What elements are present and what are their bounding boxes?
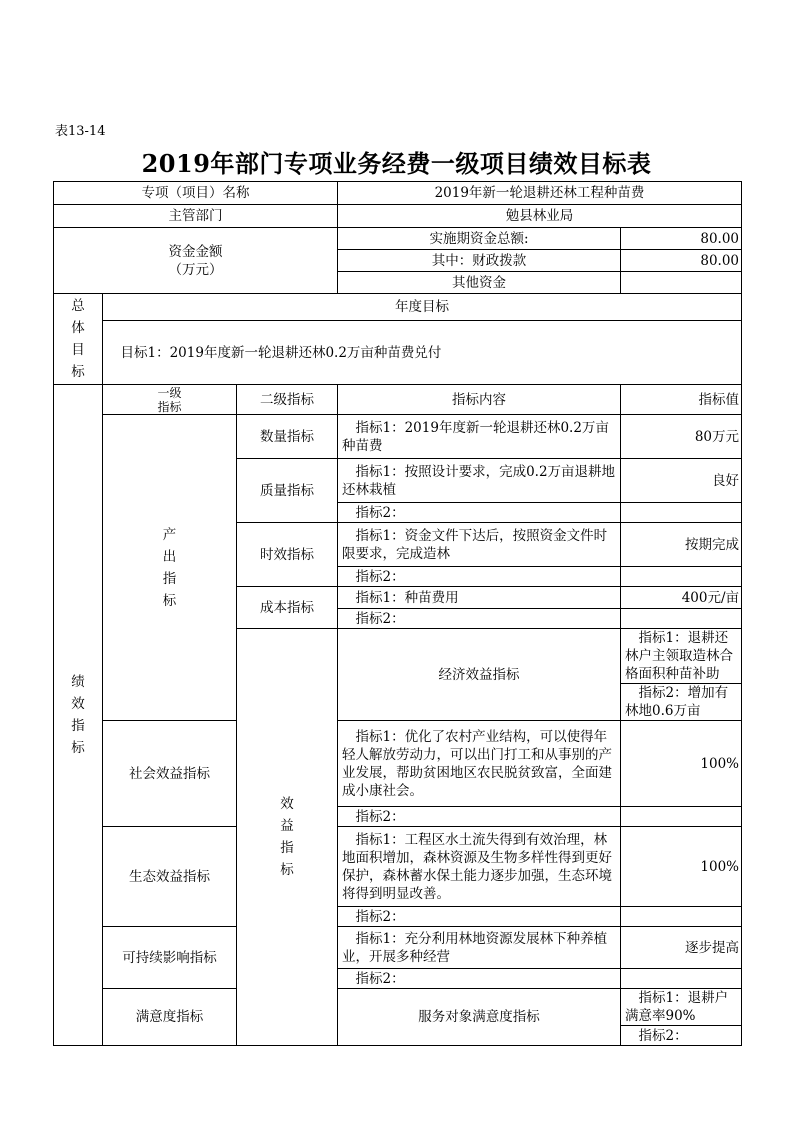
- project-name-value: 2019年新一轮退耕还林工程种苗费: [338, 182, 742, 205]
- quality-indicator-1: 指标1：按照设计要求，完成0.2万亩退耕地还林栽植: [338, 459, 621, 503]
- benefit-indicator-label: [237, 629, 338, 1046]
- project-name-label: 专项（项目）名称: [54, 182, 338, 205]
- page-title: 2019年部门专项业务经费一级项目绩效目标表: [141, 149, 652, 178]
- table-number: 表13-14: [55, 124, 106, 139]
- benefit-char: 益: [280, 818, 294, 834]
- social-value-1: 100%: [621, 721, 742, 807]
- output-char: 标: [162, 592, 177, 609]
- econ-indicator-1: 指标1：退耕还林户主领取造林合格面积种苗补助: [621, 629, 742, 684]
- satisfaction-label: 满意度指标: [103, 989, 237, 1046]
- perf-char: 标: [71, 740, 85, 756]
- eco-value-2: [621, 907, 742, 927]
- social-indicator-2: 指标2：: [338, 807, 621, 827]
- eco-label: 生态效益指标: [103, 827, 237, 927]
- perf-char: 指: [71, 718, 85, 734]
- cost-value-2: [621, 609, 742, 629]
- sustain-indicator-2: 指标2：: [338, 969, 621, 989]
- output-char: 出: [162, 548, 177, 565]
- fund-label-line2: （万元）: [168, 261, 223, 278]
- fund-total-value: 80.00: [621, 228, 742, 250]
- overall-char: 总: [71, 298, 85, 314]
- service-indicator-1: 指标1：退耕户满意率90%: [621, 989, 742, 1026]
- perf-label: [54, 385, 103, 1046]
- quantity-label: 数量指标: [237, 415, 338, 459]
- fund-other-label: 其他资金: [338, 272, 621, 294]
- overall-char: 目: [71, 342, 85, 358]
- cost-label: 成本指标: [237, 587, 338, 629]
- fund-total-label: 实施期资金总额:: [338, 228, 621, 250]
- annual-goal-text: 目标1：2019年度新一轮退耕还林0.2万亩种苗费兑付: [103, 321, 742, 385]
- col-header-value: 指标值: [621, 385, 742, 415]
- eco-indicator-2: 指标2：: [338, 907, 621, 927]
- dept-value: 勉县林业局: [338, 205, 742, 228]
- sustain-value-1: 逐步提高: [621, 927, 742, 969]
- dept-label: 主管部门: [54, 205, 338, 228]
- econ-indicator-2: 指标2：增加有林地0.6万亩: [621, 684, 742, 721]
- benefit-char: 指: [280, 840, 294, 856]
- social-label: 社会效益指标: [103, 721, 237, 827]
- quantity-indicator-1: 指标1：2019年度新一轮退耕还林0.2万亩种苗费: [338, 415, 621, 459]
- quality-value-2: [621, 503, 742, 523]
- cost-value-1: 400元/亩: [621, 587, 742, 609]
- time-indicator-2: 指标2：: [338, 567, 621, 587]
- benefit-char: 效: [280, 796, 294, 812]
- overall-char: 体: [71, 320, 85, 336]
- social-indicator-1: 指标1：优化了农村产业结构，可以使得年轻人解放劳动力，可以出门打工和从事别的产业发展，帮助贫困地区农民脱贫致富，全面建成小康社会。: [338, 721, 621, 807]
- quality-indicator-2: 指标2：: [338, 503, 621, 523]
- benefit-char: 标: [280, 862, 294, 878]
- eco-value-1: 100%: [621, 827, 742, 907]
- fund-fiscal-value: 80.00: [621, 250, 742, 272]
- overall-char: 标: [71, 364, 85, 380]
- overall-goal-label: [54, 294, 103, 385]
- performance-table: [53, 181, 742, 1046]
- quantity-value-1: 80万元: [621, 415, 742, 459]
- time-value-1: 按期完成: [621, 523, 742, 567]
- fund-label: [54, 228, 338, 294]
- output-indicator-label: [103, 415, 237, 721]
- social-value-2: [621, 807, 742, 827]
- quality-label: 质量指标: [237, 459, 338, 523]
- service-indicator-2: 指标2：: [621, 1026, 742, 1046]
- perf-char: 效: [71, 696, 85, 712]
- col-header-content: 指标内容: [338, 385, 621, 415]
- sustain-value-2: [621, 969, 742, 989]
- cost-indicator-2: 指标2：: [338, 609, 621, 629]
- fund-other-value: [621, 272, 742, 294]
- econ-label: 经济效益指标: [338, 629, 621, 721]
- output-char: 产: [162, 526, 177, 543]
- time-indicator-1: 指标1：资金文件下达后，按照资金文件时限要求，完成造林: [338, 523, 621, 567]
- fund-label-line1: 资金金额: [168, 243, 223, 260]
- sustain-indicator-1: 指标1：充分利用林地资源发展林下种养植业，开展多种经营: [338, 927, 621, 969]
- time-value-2: [621, 567, 742, 587]
- fund-fiscal-label: 其中：财政拨款: [338, 250, 621, 272]
- col-header-level2: 二级指标: [237, 385, 338, 415]
- sustain-label: 可持续影响指标: [103, 927, 237, 989]
- col-header-level1: 一级 指标: [103, 385, 237, 415]
- eco-indicator-1: 指标1：工程区水土流失得到有效治理，林地面积增加，森林资源及生物多样性得到更好保护，森林蓄水保土能力逐步加强，生态环境将得到明显改善。: [338, 827, 621, 907]
- time-label: 时效指标: [237, 523, 338, 587]
- output-char: 指: [162, 570, 177, 587]
- service-label: 服务对象满意度指标: [338, 989, 621, 1046]
- cost-indicator-1: 指标1：种苗费用: [338, 587, 621, 609]
- annual-goal-label: 年度目标: [103, 294, 742, 321]
- perf-char: 绩: [71, 674, 85, 690]
- quality-value-1: 良好: [621, 459, 742, 503]
